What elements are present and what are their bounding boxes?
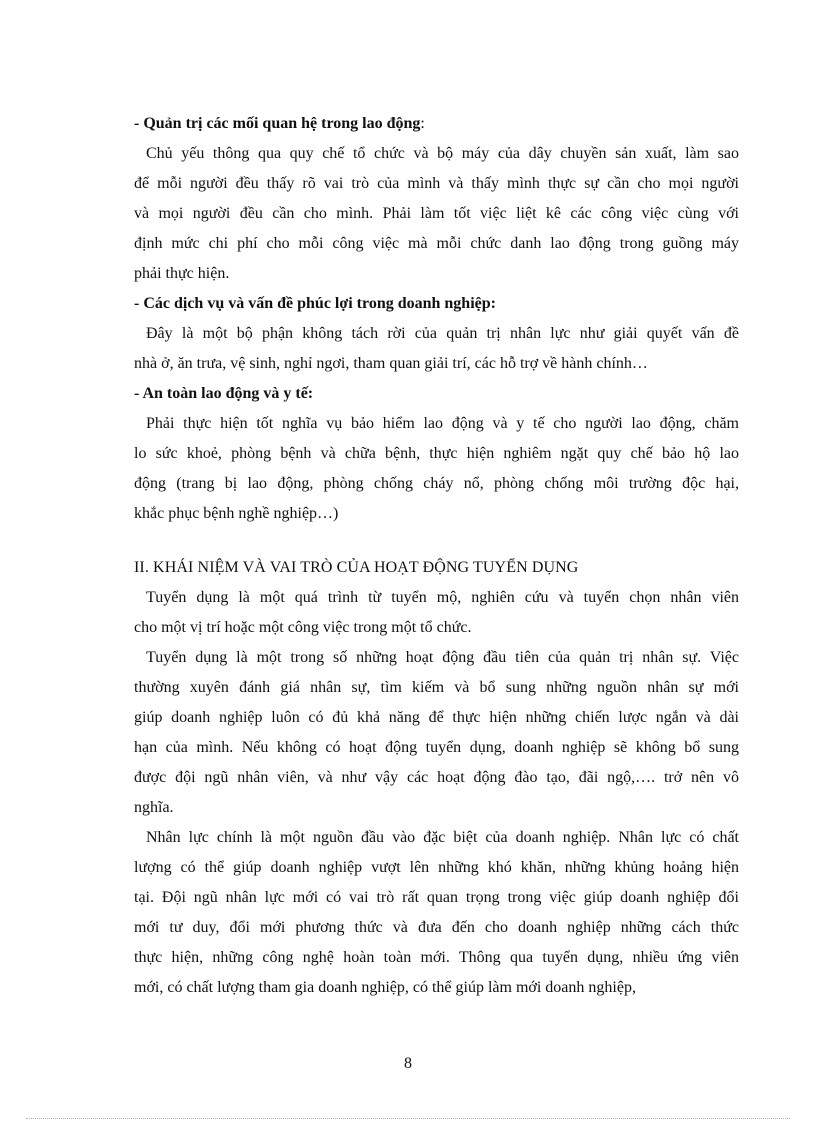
paragraph-line: mới tư duy, đổi mới phương thức và đưa đến cho doanh nghiệp những cách thức (134, 919, 739, 936)
subsection-heading-text: - Quản trị các mối quan hệ trong lao động (134, 115, 421, 132)
subsection-heading-text: - Các dịch vụ và vấn đề phúc lợi trong doanh nghiệp: (134, 295, 496, 312)
paragraph-line: nghĩa. (134, 799, 174, 816)
paragraph-line: Nhân lực chính là một nguồn đầu vào đặc biệt của doanh nghiệp. Nhân lực có chất (146, 829, 739, 846)
paragraph-line: Tuyển dụng là một quá trình từ tuyển mộ, nghiên cứu và tuyển chọn nhân viên (146, 589, 739, 606)
paragraph (134, 583, 739, 643)
paragraph-line: mới, có chất lượng tham gia doanh nghiệp, có thể giúp làm mới doanh nghiệp, (134, 979, 636, 996)
paragraph (134, 409, 739, 529)
page-body (134, 109, 739, 1003)
paragraph-line: Tuyển dụng là một trong số những hoạt động đầu tiên của quản trị nhân sự. Việc (146, 649, 739, 666)
paragraph-line: cho một vị trí hoặc một công việc trong một tổ chức. (134, 619, 472, 636)
subsection-heading (134, 109, 739, 139)
paragraph (134, 823, 739, 1003)
paragraph-line: động (trang bị lao động, phòng chống cháy nổ, phòng chống môi trường độc hại, (134, 475, 739, 492)
section-title: II. KHÁI NIỆM VÀ VAI TRÒ CỦA HOẠT ĐỘNG TUYỂN DỤNG (134, 559, 579, 576)
paragraph (134, 643, 739, 823)
subsection-heading (134, 379, 739, 409)
subsection-heading-text: - An toàn lao động và y tế: (134, 385, 314, 402)
paragraph-line: Đây là một bộ phận không tách rời của quản trị nhân lực như giải quyết vấn đề (146, 325, 739, 342)
paragraph-line: khắc phục bệnh nghề nghiệp…) (134, 505, 339, 522)
paragraph-line: lượng có thể giúp doanh nghiệp vượt lên những khó khăn, những khủng hoảng hiện (134, 859, 739, 876)
page-bottom-divider (26, 1118, 790, 1119)
page-number: 8 (404, 1055, 412, 1072)
paragraph-line: thường xuyên đánh giá nhân sự, tìm kiếm và bổ sung những nguồn nhân sự mới (134, 679, 739, 696)
paragraph-line: định mức chi phí cho mỗi công việc mà mỗi chức danh lao động trong guồng máy (134, 235, 739, 252)
paragraph (134, 139, 739, 289)
paragraph (134, 319, 739, 379)
paragraph-line: giúp doanh nghiệp luôn có đủ khả năng để thực hiện những chiến lược ngắn và dài (134, 709, 739, 726)
paragraph-line: và mọi người đều cần cho mình. Phải làm tốt việc liệt kê các công việc cùng với (134, 205, 739, 222)
paragraph-line: Phải thực hiện tốt nghĩa vụ bảo hiểm lao động và y tế cho người lao động, chăm (146, 415, 739, 432)
paragraph-line: nhà ở, ăn trưa, vệ sinh, nghỉ ngơi, tham quan giải trí, các hỗ trợ về hành chính… (134, 355, 648, 372)
subsection-heading (134, 289, 739, 319)
paragraph-line: hạn của mình. Nếu không có hoạt động tuyển dụng, doanh nghiệp sẽ không bổ sung (134, 739, 739, 756)
paragraph-line: lo sức khoẻ, phòng bệnh và chữa bệnh, thực hiện nghiêm ngặt quy chế bảo hộ lao (134, 445, 739, 462)
paragraph-line: được đội ngũ nhân viên, và như vậy các hoạt động đào tạo, đãi ngộ,…. trở nên vô (134, 769, 739, 786)
paragraph-line: phải thực hiện. (134, 265, 230, 282)
paragraph-line: để mỗi người đều thấy rõ vai trò của mình và thấy mình thực sự cần cho mọi người (134, 175, 739, 192)
subsection-heading-suffix: : (420, 115, 425, 132)
paragraph-line: tại. Đội ngũ nhân lực mới có vai trò rất quan trọng trong việc giúp doanh nghiệp đổi (134, 889, 739, 906)
paragraph-line: Chủ yếu thông qua quy chế tổ chức và bộ máy của dây chuyền sản xuất, làm sao (146, 145, 739, 162)
paragraph-line: thực hiện, những công nghệ hoàn toàn mới. Thông qua tuyển dụng, nhiều ứng viên (134, 949, 739, 966)
